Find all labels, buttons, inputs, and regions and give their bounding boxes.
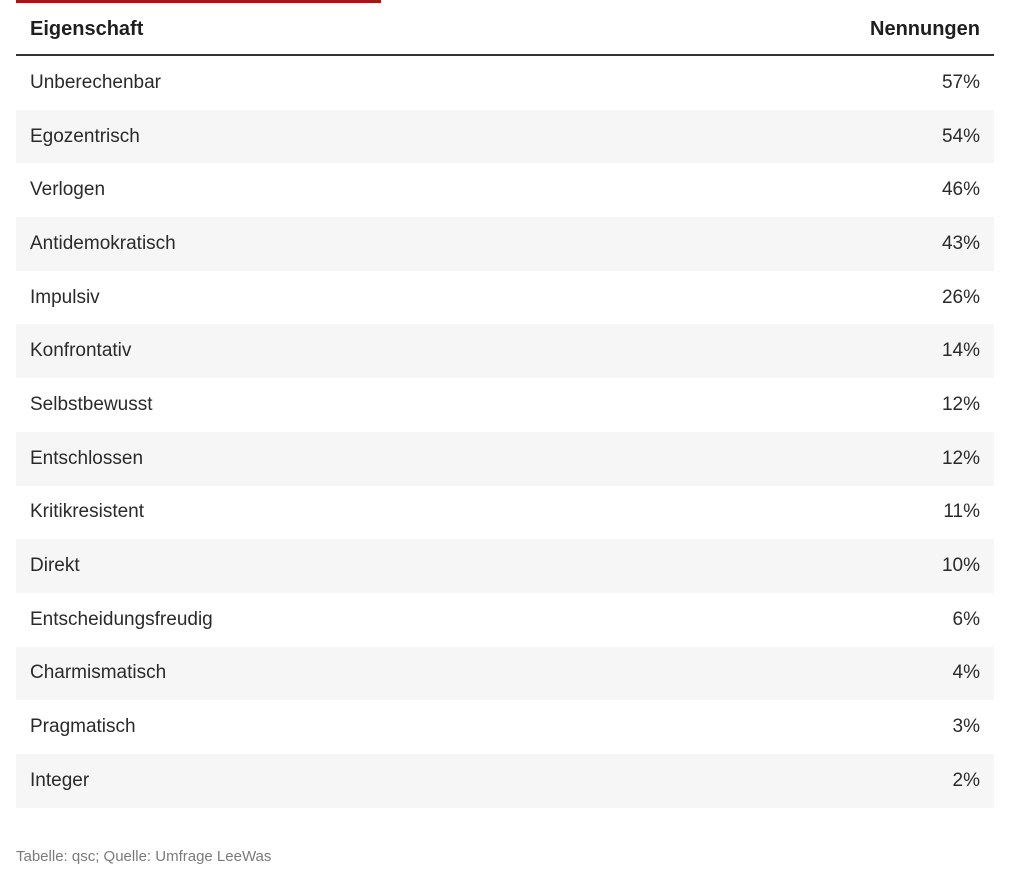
table-row — [16, 754, 994, 808]
header-row — [16, 4, 994, 55]
table-row — [16, 539, 994, 593]
cell-property: Direkt — [16, 539, 505, 593]
cell-property: Egozentrisch — [16, 110, 505, 164]
column-header-mentions[interactable]: Nennungen — [505, 4, 994, 55]
cell-mentions: 54% — [505, 110, 994, 164]
table-row — [16, 378, 994, 432]
cell-mentions: 2% — [505, 754, 994, 808]
cell-property: Pragmatisch — [30, 716, 136, 738]
cell-property: Unberechenbar — [30, 71, 161, 93]
table-row — [16, 593, 994, 647]
table-row — [16, 55, 994, 110]
data-table-container — [16, 4, 994, 808]
accent-bar — [16, 0, 381, 3]
table-row — [16, 324, 994, 378]
cell-mentions: 10% — [505, 539, 994, 593]
cell-mentions: 12% — [505, 432, 994, 486]
cell-mentions: 43% — [505, 217, 994, 271]
cell-mentions: 6% — [952, 608, 980, 630]
table-row — [16, 217, 994, 271]
cell-mentions: 12% — [941, 393, 980, 415]
cell-mentions: 26% — [941, 286, 980, 308]
cell-mentions: 11% — [943, 501, 980, 523]
cell-property: Antidemokratisch — [16, 217, 505, 271]
cell-property: Entscheidungsfreudig — [30, 608, 213, 630]
table-row — [16, 432, 994, 486]
cell-mentions: 57% — [941, 71, 980, 93]
table-row — [16, 163, 994, 217]
table-row — [16, 700, 994, 754]
cell-property: Integer — [16, 754, 505, 808]
cell-property: Konfrontativ — [16, 324, 505, 378]
cell-property: Selbstbewusst — [30, 393, 153, 415]
table-header — [16, 4, 994, 55]
cell-property: Impulsiv — [30, 286, 100, 308]
column-header-property[interactable]: Eigenschaft — [16, 4, 505, 55]
table-row — [16, 647, 994, 701]
cell-mentions: 4% — [505, 647, 994, 701]
cell-property: Charmismatisch — [16, 647, 505, 701]
table-body — [16, 55, 994, 808]
table-row — [16, 271, 994, 325]
data-table — [16, 4, 994, 808]
cell-mentions: 14% — [505, 324, 994, 378]
table-row — [16, 486, 994, 540]
cell-property: Entschlossen — [16, 432, 505, 486]
source-caption: Tabelle: qsc; Quelle: Umfrage LeeWas — [16, 848, 272, 865]
cell-mentions: 3% — [952, 716, 980, 738]
cell-mentions: 46% — [941, 179, 980, 201]
cell-property: Kritikresistent — [30, 501, 145, 523]
table-row — [16, 110, 994, 164]
cell-property: Verlogen — [30, 179, 106, 201]
